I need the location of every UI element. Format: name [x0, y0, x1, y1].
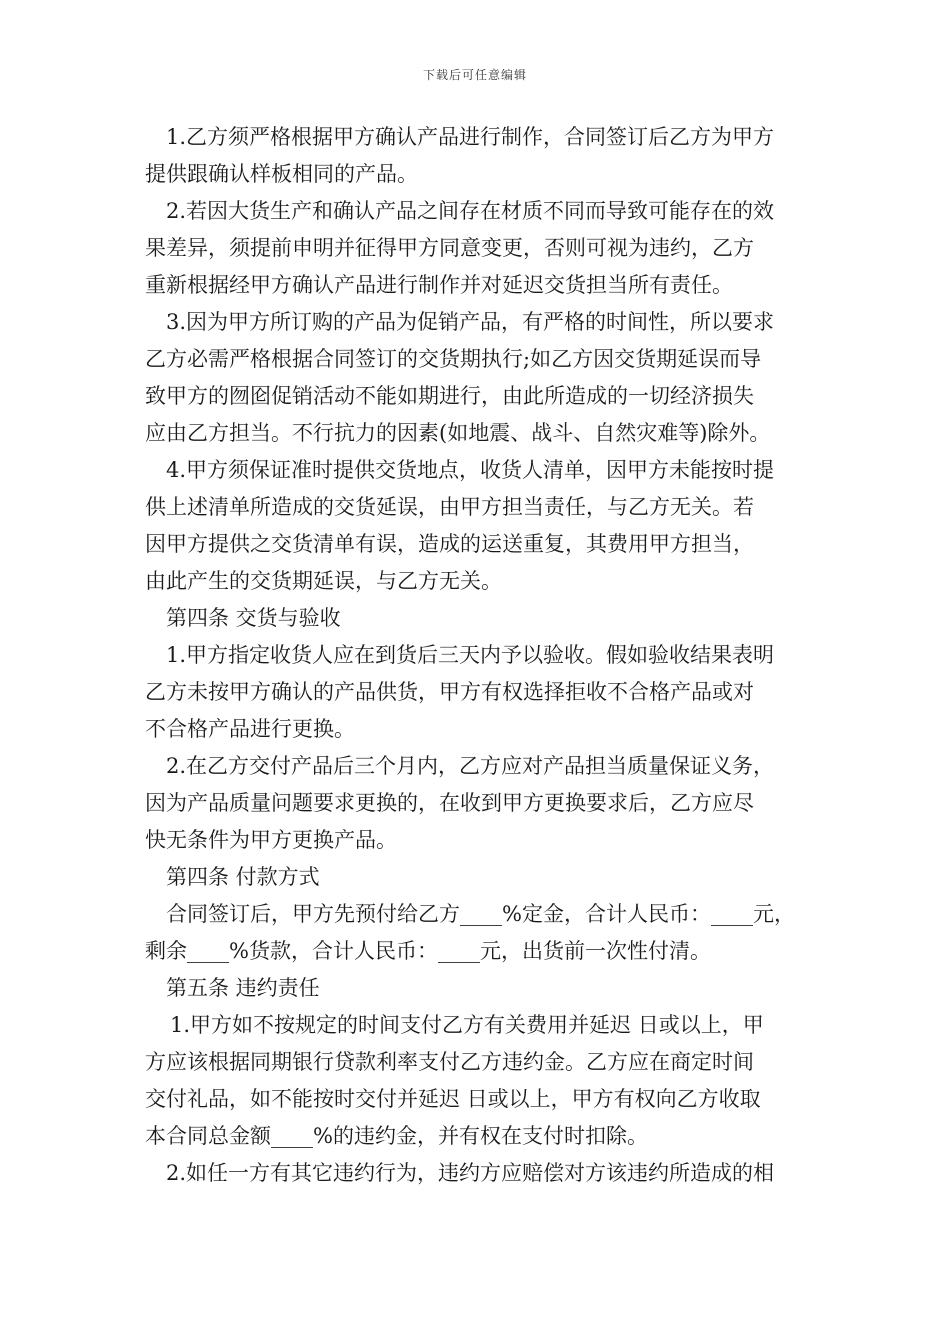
text-line: 1.甲方如不按规定的时间支付乙方有关费用并延迟 日或以上，甲: [170, 1013, 764, 1037]
text-line: 4.甲方须保证准时提供交货地点，收货人清单，因甲方未能按时提: [166, 458, 775, 482]
text-line: 交付礼品，如不能按时交付并延迟 日或以上，甲方有权向乙方收取: [145, 1087, 761, 1111]
text-line: 合同签订后，甲方先预付给乙方____%定金，合计人民币：____元，: [166, 902, 795, 926]
text-line: 因甲方提供之交货清单有误，造成的运送重复，其费用甲方担当，: [145, 532, 754, 556]
text-line: 乙方必需严格根据合同签订的交货期执行;如乙方因交货期延误而导: [145, 347, 762, 371]
text-line: 应由乙方担当。不行抗力的因素(如地震、战斗、自然灾难等)除外。: [145, 421, 771, 445]
text-line: 剩余____%货款，合计人民币：____元，出货前一次性付清。: [145, 939, 711, 963]
text-line: 由此产生的交货期延误，与乙方无关。: [145, 569, 502, 593]
text-line: 致甲方的囫囵促销活动不能如期进行，由此所造成的一切经济损失: [145, 384, 754, 408]
text-line: 果差异，须提前申明并征得甲方同意变更，否则可视为违约，乙方: [145, 236, 754, 260]
text-line: 提供跟确认样板相同的产品。: [145, 162, 418, 186]
document-body: [145, 119, 825, 1192]
text-line: 第四条 交货与验收: [166, 606, 341, 630]
text-line: 乙方未按甲方确认的产品供货，甲方有权选择拒收不合格产品或对: [145, 680, 754, 704]
text-line: 快无条件为甲方更换产品。: [145, 828, 397, 852]
text-line: 方应该根据同期银行贷款利率支付乙方违约金。乙方应在商定时间: [145, 1050, 754, 1074]
text-line: 第四条 付款方式: [166, 865, 320, 889]
text-line: 因为产品质量问题要求更换的，在收到甲方更换要求后，乙方应尽: [145, 791, 754, 815]
text-line: 不合格产品进行更换。: [145, 717, 355, 741]
text-line: 3.因为甲方所订购的产品为促销产品，有严格的时间性，所以要求: [166, 310, 775, 334]
text-line: 本合同总金额____%的违约金，并有权在支付时扣除。: [145, 1124, 648, 1148]
text-line: 重新根据经甲方确认产品进行制作并对延迟交货担当所有责任。: [145, 273, 733, 297]
page-header: 下载后可任意编辑: [422, 68, 527, 82]
text-line: 第五条 违约责任: [166, 976, 320, 1000]
text-line: 1.甲方指定收货人应在到货后三天内予以验收。假如验收结果表明: [166, 643, 775, 667]
text-line: 供上述清单所造成的交货延误，由甲方担当责任，与乙方无关。若: [145, 495, 754, 519]
text-line: 2.如任一方有其它违约行为，违约方应赔偿对方该违约所造成的相: [166, 1161, 775, 1185]
text-line: 1.乙方须严格根据甲方确认产品进行制作，合同签订后乙方为甲方: [166, 125, 775, 149]
text-line: 2.若因大货生产和确认产品之间存在材质不同而导致可能存在的效: [166, 199, 775, 223]
text-line: 2.在乙方交付产品后三个月内，乙方应对产品担当质量保证义务，: [166, 754, 775, 778]
